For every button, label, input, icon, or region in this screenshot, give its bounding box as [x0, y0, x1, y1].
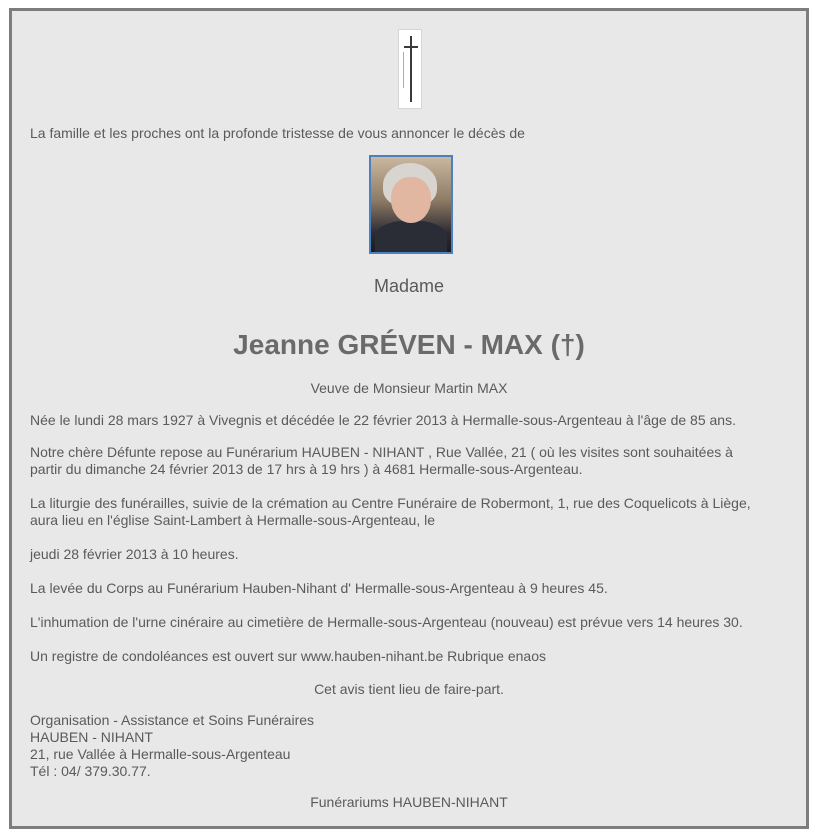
honorific: Madame [373, 276, 445, 296]
rest-line-1: Notre chère Défunte repose au Funérarium HAUBEN - NIHANT , Rue Vallée, 21 ( où les visites sont souhaitées à [30, 444, 733, 460]
deceased-name: Jeanne GRÉVEN - MAX (†) [233, 329, 585, 360]
org-line-2: HAUBEN - NIHANT [30, 729, 153, 745]
org-line-3: 21, rue Vallée à Hermalle-sous-Argenteau [30, 746, 291, 762]
registry-text: Un registre de condoléances est ouvert sur www.hauben-nihant.be Rubrique enaos [30, 648, 546, 664]
org-line-4: Tél : 04/ 379.30.77. [30, 763, 151, 779]
birth-death-text: Née le lundi 28 mars 1927 à Vivegnis et décédée le 22 février 2013 à Hermalle-sous-Argenteau à l'âge de 85 ans. [30, 412, 736, 428]
liturgy-line-1: La liturgie des funérailles, suivie de la crémation au Centre Funéraire de Robermont, 1, rue des Coquelicots à Liège, [30, 495, 751, 511]
notice-text: Cet avis tient lieu de faire-part. [314, 681, 504, 697]
inhumation-text: L'inhumation de l'urne cinéraire au cimetière de Hermalle-sous-Argenteau (nouveau) est prévue vers 14 heures 30. [30, 614, 743, 630]
liturgy-line-2: aura lieu en l'église Saint-Lambert à Hermalle-sous-Argenteau, le [30, 512, 435, 528]
ceremony-date: jeudi 28 février 2013 à 10 heures. [30, 546, 239, 562]
deceased-photo [369, 155, 453, 254]
rest-line-2: partir du dimanche 24 février 2013 de 17 hrs à 19 hrs ) à 4681 Hermalle-sous-Argenteau. [30, 461, 583, 477]
org-line-1: Organisation - Assistance et Soins Funéraires [30, 712, 315, 728]
footer-text: Funérariums HAUBEN-NIHANT [310, 794, 508, 810]
intro-text: La famille et les proches ont la profonde tristesse de vous annoncer le décès de [30, 125, 525, 141]
levee-text: La levée du Corps au Funérarium Hauben-Nihant d' Hermalle-sous-Argenteau à 9 heures 45. [30, 580, 608, 596]
widow-of-text: Veuve de Monsieur Martin MAX [310, 380, 508, 396]
cross-icon [398, 29, 422, 109]
obituary-card [9, 8, 809, 829]
